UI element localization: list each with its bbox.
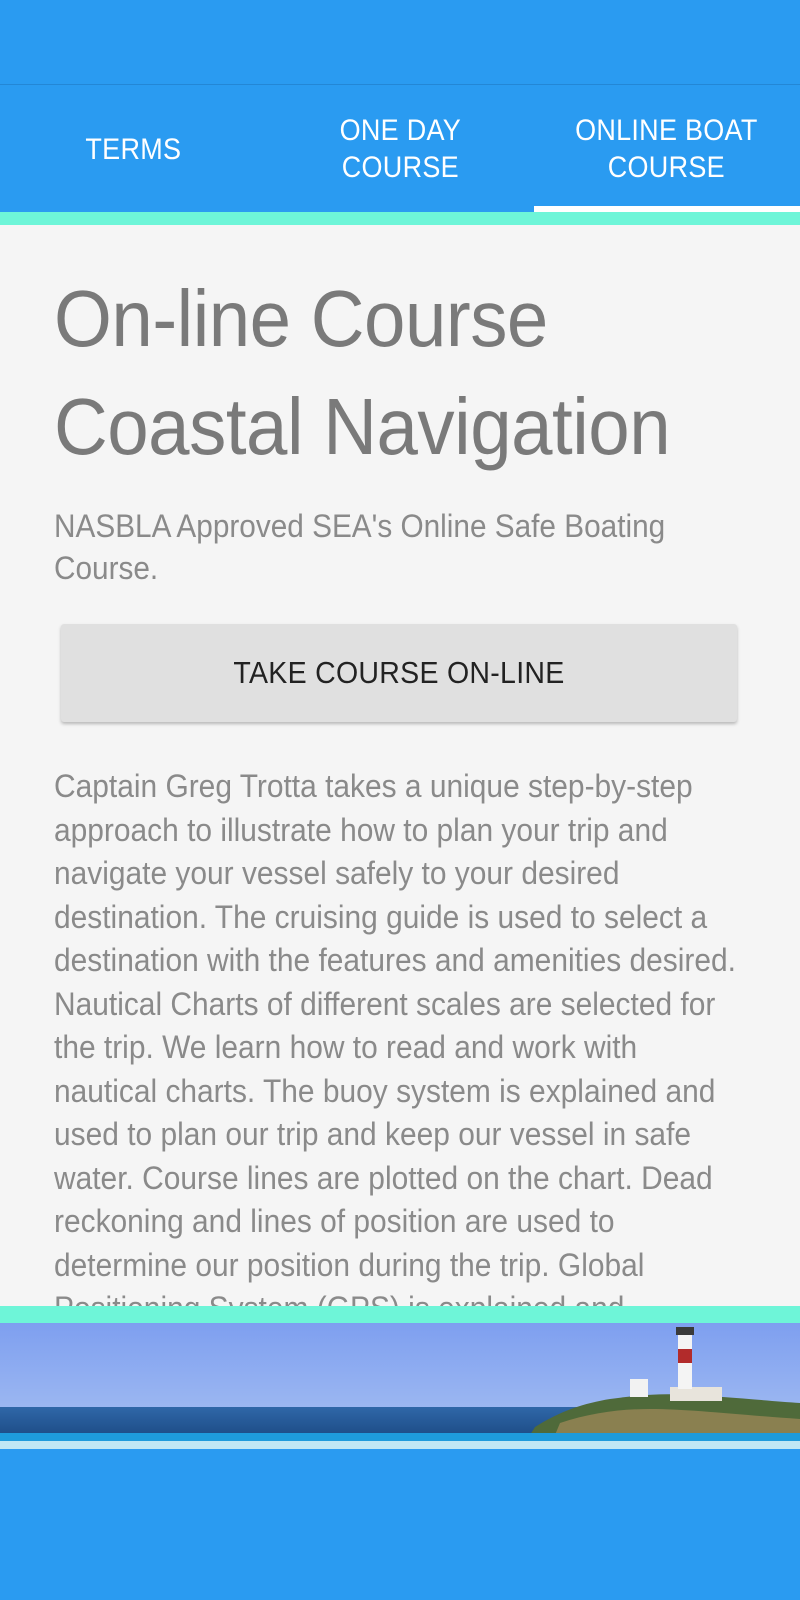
tab-one-day-course[interactable]: ONE DAY COURSE: [339, 114, 461, 184]
take-course-button-label: TAKE COURSE ON-LINE: [233, 655, 565, 690]
tab-terms[interactable]: TERMS: [85, 132, 182, 166]
tab-bar: [0, 84, 800, 213]
course-description: Captain Greg Trotta takes a unique step-by-step approach to illustrate how to plan your trip and navigate your vessel safely to your desired destination. The cruising guide is used to select a destination with the features and amenities desired. Nautical Charts of different scales are selected for the trip. We learn how to read and work with nautical charts. The buoy system is explained and used to plan our trip and keep our vessel in safe water. Course lines are plotted on the chart. Dead reckoning and lines of position are used to determine our position during the trip. Global: [54, 768, 736, 1283]
accent-divider-top: [0, 212, 800, 225]
bottom-area: [0, 1465, 800, 1600]
take-course-button[interactable]: [61, 624, 737, 722]
lighthouse-banner-image: [0, 1323, 800, 1449]
status-bar: [0, 0, 800, 84]
content-area[interactable]: [0, 225, 800, 1306]
tab-online-boat-course[interactable]: ONLINE BOAT COURSE: [575, 114, 758, 184]
page-subtitle: NASBLA Approved SEA's Online Safe Boating Course.: [54, 508, 666, 586]
accent-divider-middle: [0, 1306, 800, 1323]
page-title: On-line Course Coastal Navigation: [54, 274, 671, 471]
